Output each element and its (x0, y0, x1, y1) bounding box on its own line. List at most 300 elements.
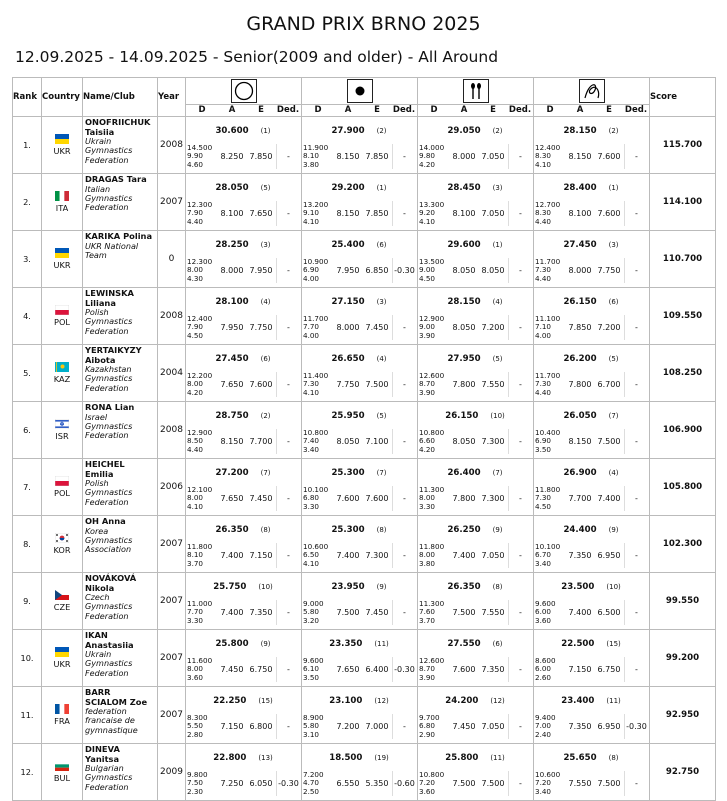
total-score: 102.300 (650, 516, 716, 573)
flag-ukr-icon (55, 134, 69, 144)
country-cell (42, 345, 83, 402)
apparatus-rank: (9) (492, 525, 503, 534)
table-row (13, 573, 716, 630)
total-value: 23.500 (561, 581, 595, 592)
total-value: 27.550 (447, 638, 481, 649)
d-parts: 6.90 4.00 (303, 265, 320, 283)
deduction: - (276, 543, 300, 568)
d-parts: 8.10 3.70 (187, 550, 204, 568)
d-score (302, 600, 334, 625)
apparatus-total (302, 687, 416, 714)
d-score (534, 201, 566, 226)
a-score: 8.000 (336, 322, 360, 332)
a-score: 7.350 (568, 550, 592, 560)
d-value: 9.700 (419, 713, 440, 722)
total-value: 25.650 (563, 752, 597, 763)
deduction: - (624, 657, 648, 682)
header-country: Country (42, 78, 83, 117)
year-cell: 2008 (158, 288, 186, 345)
flag-kaz-icon (55, 362, 69, 372)
total-value: 28.450 (447, 182, 481, 193)
country-code: KAZ (53, 374, 71, 384)
a-score: 7.650 (220, 493, 244, 503)
total-value: 23.350 (329, 638, 363, 649)
page-subtitle: 12.09.2025 - 14.09.2025 - Senior(2009 and older) - All Around (15, 48, 499, 66)
athlete-club: Italian Gymnastics Federation (85, 183, 133, 213)
d-value: 11.400 (303, 371, 329, 380)
athlete-name: DINEVA Yanitsa (85, 744, 120, 764)
apparatus-total (186, 345, 300, 372)
d-score (418, 714, 450, 739)
d-score (418, 144, 450, 169)
a-score: 8.000 (220, 265, 244, 275)
d-value: 11.700 (535, 371, 561, 380)
e-score: 7.550 (481, 607, 505, 617)
d-score (302, 201, 334, 226)
country-cell (42, 174, 83, 231)
rank-cell: 6. (13, 402, 42, 459)
table-row (13, 459, 716, 516)
total-value: 26.350 (447, 581, 481, 592)
d-score (534, 258, 566, 283)
d-value: 12.200 (187, 371, 213, 380)
header-clubs (418, 78, 534, 105)
rank-cell: 10. (13, 630, 42, 687)
d-score (302, 657, 334, 682)
country-cell (42, 288, 83, 345)
apparatus-rank: (8) (492, 582, 503, 591)
name-club-cell (83, 516, 158, 573)
deduction: - (392, 144, 416, 169)
e-score: 7.850 (365, 208, 389, 218)
apparatus-cell (418, 174, 534, 231)
a-score: 8.100 (568, 208, 592, 218)
rank-cell: 3. (13, 231, 42, 288)
apparatus-total (186, 687, 300, 714)
name-club-cell (83, 231, 158, 288)
total-value: 23.100 (329, 695, 363, 706)
athlete-name: OH Anna (85, 516, 126, 526)
e-score: 7.850 (249, 151, 273, 161)
country-code: POL (54, 317, 70, 327)
a-score: 7.550 (568, 778, 592, 788)
apparatus-cell (534, 573, 650, 630)
d-parts: 9.20 4.10 (419, 208, 436, 226)
col-ded: Ded. (508, 105, 532, 115)
apparatus-rank: (10) (258, 582, 273, 591)
d-parts: 7.70 4.00 (303, 322, 320, 340)
e-score: 7.350 (249, 607, 273, 617)
apparatus-rank: (4) (376, 354, 387, 363)
d-score (534, 144, 566, 169)
total-value: 27.950 (447, 353, 481, 364)
deduction: -0.60 (392, 771, 416, 796)
year-cell: 2006 (158, 459, 186, 516)
apparatus-total (418, 573, 532, 600)
a-score: 7.200 (336, 721, 360, 731)
total-score: 92.950 (650, 687, 716, 744)
total-value: 28.400 (563, 182, 597, 193)
flag-pol-icon (55, 476, 69, 486)
d-score (534, 543, 566, 568)
d-parts: 8.10 3.80 (303, 151, 320, 169)
d-score (302, 372, 334, 397)
apparatus-rank: (8) (376, 525, 387, 534)
d-value: 12.900 (187, 428, 213, 437)
e-score: 7.150 (249, 550, 273, 560)
deduction: - (624, 600, 648, 625)
total-value: 29.050 (447, 125, 481, 136)
deduction: - (276, 429, 300, 454)
e-score: 7.050 (481, 208, 505, 218)
apparatus-total (418, 744, 532, 771)
d-value: 11.800 (187, 542, 213, 551)
apparatus-total (534, 231, 648, 258)
header-rank: Rank (13, 78, 42, 117)
d-score (186, 372, 218, 397)
d-value: 12.300 (187, 257, 213, 266)
d-value: 13.500 (419, 257, 445, 266)
apparatus-cell (302, 687, 418, 744)
col-e: E (606, 105, 612, 115)
apparatus-rank: (9) (608, 525, 619, 534)
rank-cell: 4. (13, 288, 42, 345)
name-club-cell (83, 345, 158, 402)
country-code: KOR (53, 545, 71, 555)
a-score: 7.400 (452, 550, 476, 560)
apparatus-cell (534, 345, 650, 402)
e-score: 7.050 (481, 550, 505, 560)
d-parts: 6.00 3.60 (535, 607, 552, 625)
deduction: -0.30 (624, 714, 648, 739)
athlete-name: IKAN Anastasiia (85, 630, 134, 650)
total-value: 23.950 (331, 581, 365, 592)
e-score: 7.050 (481, 151, 505, 161)
col-e: E (374, 105, 380, 115)
total-value: 25.800 (445, 752, 479, 763)
a-score: 8.050 (452, 436, 476, 446)
deduction: - (624, 258, 648, 283)
d-value: 10.400 (535, 428, 561, 437)
e-score: 7.750 (249, 322, 273, 332)
apparatus-total (418, 288, 532, 315)
apparatus-total (186, 744, 300, 771)
rank-cell: 11. (13, 687, 42, 744)
flag-isr-icon (55, 419, 69, 429)
e-score: 7.350 (481, 664, 505, 674)
d-score (534, 372, 566, 397)
d-parts: 7.40 3.40 (303, 436, 320, 454)
d-value: 9.600 (535, 599, 556, 608)
athlete-club: UKR National Team (85, 240, 139, 260)
total-value: 27.450 (215, 353, 249, 364)
deduction: - (392, 486, 416, 511)
apparatus-total (186, 573, 300, 600)
d-value: 8.600 (535, 656, 556, 665)
d-score (302, 771, 334, 796)
apparatus-cell (302, 402, 418, 459)
apparatus-total (418, 459, 532, 486)
d-parts: 7.00 2.40 (535, 721, 552, 739)
apparatus-cell (534, 117, 650, 174)
athlete-club: Ukrain Gymnastics Federation (85, 649, 133, 678)
d-score (418, 771, 450, 796)
apparatus-total (418, 231, 532, 258)
deduction: - (276, 486, 300, 511)
apparatus-total (302, 459, 416, 486)
apparatus-rank: (7) (376, 468, 387, 477)
athlete-club: Bulgarian Gymnastics Federation (85, 763, 133, 792)
apparatus-rank: (9) (260, 639, 271, 648)
apparatus-rank: (4) (260, 297, 271, 306)
d-value: 10.100 (535, 542, 561, 551)
results-table (12, 77, 716, 801)
d-value: 11.700 (535, 257, 561, 266)
apparatus-rank: (7) (260, 468, 271, 477)
total-value: 25.750 (213, 581, 247, 592)
apparatus-total (534, 459, 648, 486)
total-value: 28.050 (215, 182, 249, 193)
apparatus-rank: (7) (608, 411, 619, 420)
deduction: - (392, 429, 416, 454)
hoop-subheaders (186, 105, 302, 117)
apparatus-total (534, 174, 648, 201)
apparatus-rank: (1) (376, 183, 387, 192)
d-score (534, 657, 566, 682)
total-score: 109.550 (650, 288, 716, 345)
d-value: 14.000 (419, 143, 445, 152)
d-value: 8.900 (303, 713, 324, 722)
apparatus-rank: (1) (260, 126, 271, 135)
d-value: 11.900 (303, 143, 329, 152)
athlete-club: Polish Gymnastics Federation (85, 478, 133, 507)
a-score: 7.650 (336, 664, 360, 674)
athlete-name: ONOFRIICHUK Taisiia (85, 117, 151, 137)
apparatus-total (302, 573, 416, 600)
d-parts: 8.00 4.30 (187, 265, 204, 283)
apparatus-rank: (13) (258, 753, 273, 762)
a-score: 7.650 (220, 379, 244, 389)
apparatus-total (186, 288, 300, 315)
year-cell: 2008 (158, 117, 186, 174)
flag-cze-icon (55, 590, 69, 600)
d-value: 10.600 (535, 770, 561, 779)
total-value: 27.200 (215, 467, 249, 478)
year-cell: 2004 (158, 345, 186, 402)
e-score: 7.500 (365, 379, 389, 389)
a-score: 8.150 (336, 208, 360, 218)
d-score (534, 771, 566, 796)
a-score: 8.050 (452, 322, 476, 332)
a-score: 7.600 (336, 493, 360, 503)
name-club-cell (83, 174, 158, 231)
d-score (302, 543, 334, 568)
name-club-cell (83, 687, 158, 744)
d-parts: 6.70 3.40 (535, 550, 552, 568)
total-value: 26.050 (563, 410, 597, 421)
d-score (418, 372, 450, 397)
d-score (418, 543, 450, 568)
e-score: 7.700 (249, 436, 273, 446)
d-parts: 8.70 3.90 (419, 379, 436, 397)
country-code: BUL (53, 773, 71, 783)
d-parts: 8.70 3.90 (419, 664, 436, 682)
total-value: 26.150 (563, 296, 597, 307)
d-value: 13.200 (303, 200, 329, 209)
apparatus-cell (418, 516, 534, 573)
table-row (13, 687, 716, 744)
flag-ukr-icon (55, 248, 69, 258)
deduction: - (276, 657, 300, 682)
e-score: 6.850 (365, 265, 389, 275)
deduction: - (276, 144, 300, 169)
ribbon-icon (579, 79, 605, 103)
a-score: 8.150 (568, 151, 592, 161)
apparatus-total (302, 174, 416, 201)
d-value: 10.900 (303, 257, 329, 266)
apparatus-cell (418, 117, 534, 174)
header-hoop (186, 78, 302, 105)
apparatus-cell (534, 231, 650, 288)
col-d: D (546, 105, 554, 115)
apparatus-cell (302, 117, 418, 174)
total-score: 105.800 (650, 459, 716, 516)
d-score (302, 315, 334, 340)
total-score: 115.700 (650, 117, 716, 174)
apparatus-rank: (6) (260, 354, 271, 363)
a-score: 8.150 (568, 436, 592, 446)
d-parts: 6.60 4.20 (419, 436, 436, 454)
apparatus-rank: (4) (608, 468, 619, 477)
d-value: 9.600 (303, 656, 324, 665)
athlete-club: Czech Gymnastics Federation (85, 592, 133, 621)
a-score: 7.800 (452, 379, 476, 389)
d-value: 10.800 (303, 428, 329, 437)
e-score: 7.600 (597, 151, 621, 161)
a-score: 7.950 (336, 265, 360, 275)
a-score: 7.600 (452, 664, 476, 674)
apparatus-total (186, 516, 300, 543)
apparatus-rank: (3) (608, 240, 619, 249)
apparatus-cell (534, 174, 650, 231)
d-value: 11.600 (187, 656, 213, 665)
d-parts: 7.60 3.70 (419, 607, 436, 625)
d-parts: 4.70 2.50 (303, 778, 320, 796)
apparatus-rank: (5) (608, 354, 619, 363)
athlete-name: BARR SCIALOM Zoe (85, 687, 148, 707)
apparatus-total (186, 402, 300, 429)
d-value: 11.700 (303, 314, 329, 323)
e-score: 7.450 (249, 493, 273, 503)
apparatus-rank: (12) (490, 696, 505, 705)
apparatus-rank: (9) (376, 582, 387, 591)
a-score: 7.150 (568, 664, 592, 674)
a-score: 7.500 (452, 607, 476, 617)
flag-ita-icon (55, 191, 69, 201)
d-value: 12.600 (419, 656, 445, 665)
col-d: D (430, 105, 438, 115)
deduction: - (392, 201, 416, 226)
country-cell (42, 516, 83, 573)
d-parts: 8.30 4.40 (535, 208, 552, 226)
total-score: 99.550 (650, 573, 716, 630)
athlete-club: Israel Gymnastics Federation (85, 411, 133, 441)
e-score: 7.450 (365, 607, 389, 617)
d-parts: 9.80 4.20 (419, 151, 436, 169)
country-cell (42, 687, 83, 744)
country-cell (42, 117, 83, 174)
apparatus-total (534, 117, 648, 144)
e-score: 7.300 (365, 550, 389, 560)
deduction: - (508, 144, 532, 169)
apparatus-cell (186, 288, 302, 345)
d-score (186, 201, 218, 226)
d-parts: 8.00 4.10 (187, 493, 204, 511)
d-parts: 7.30 4.50 (535, 493, 552, 511)
ball-subheaders (302, 105, 418, 117)
results-body (13, 117, 716, 801)
e-score: 7.400 (597, 493, 621, 503)
total-score: 99.200 (650, 630, 716, 687)
a-score: 8.000 (452, 151, 476, 161)
e-score: 7.600 (365, 493, 389, 503)
apparatus-cell (418, 630, 534, 687)
total-value: 18.500 (329, 752, 363, 763)
apparatus-cell (418, 459, 534, 516)
a-score: 7.150 (220, 721, 244, 731)
apparatus-cell (186, 516, 302, 573)
deduction: - (508, 258, 532, 283)
country-code: CZE (53, 602, 71, 612)
e-score: 6.750 (597, 664, 621, 674)
athlete-name: NOVÁKOVÁ Nikola (85, 573, 137, 593)
total-value: 26.400 (447, 467, 481, 478)
name-club-cell (83, 288, 158, 345)
d-value: 8.300 (187, 713, 208, 722)
flag-fra-icon (55, 704, 69, 714)
deduction: - (624, 429, 648, 454)
deduction: -0.30 (276, 771, 300, 796)
apparatus-rank: (1) (492, 240, 503, 249)
a-score: 7.750 (336, 379, 360, 389)
d-score (302, 144, 334, 169)
a-score: 7.450 (452, 721, 476, 731)
total-value: 29.600 (447, 239, 481, 250)
year-cell: 2007 (158, 516, 186, 573)
apparatus-total (302, 231, 416, 258)
e-score: 7.050 (481, 721, 505, 731)
total-score: 110.700 (650, 231, 716, 288)
apparatus-total (534, 687, 648, 714)
clubs-subheaders (418, 105, 534, 117)
athlete-club: federation francaise de gymnastique (85, 706, 138, 735)
apparatus-rank: (3) (376, 297, 387, 306)
d-parts: 8.00 3.80 (419, 550, 436, 568)
e-score: 6.400 (365, 664, 389, 674)
apparatus-rank: (10) (606, 582, 621, 591)
apparatus-cell (302, 516, 418, 573)
rank-cell: 8. (13, 516, 42, 573)
deduction: - (392, 372, 416, 397)
d-parts: 9.00 3.90 (419, 322, 436, 340)
a-score: 7.850 (568, 322, 592, 332)
e-score: 6.800 (249, 721, 273, 731)
header-score: Score (650, 78, 716, 117)
apparatus-total (534, 402, 648, 429)
total-value: 24.200 (445, 695, 479, 706)
flag-kor-icon (55, 533, 69, 543)
e-score: 7.750 (597, 265, 621, 275)
